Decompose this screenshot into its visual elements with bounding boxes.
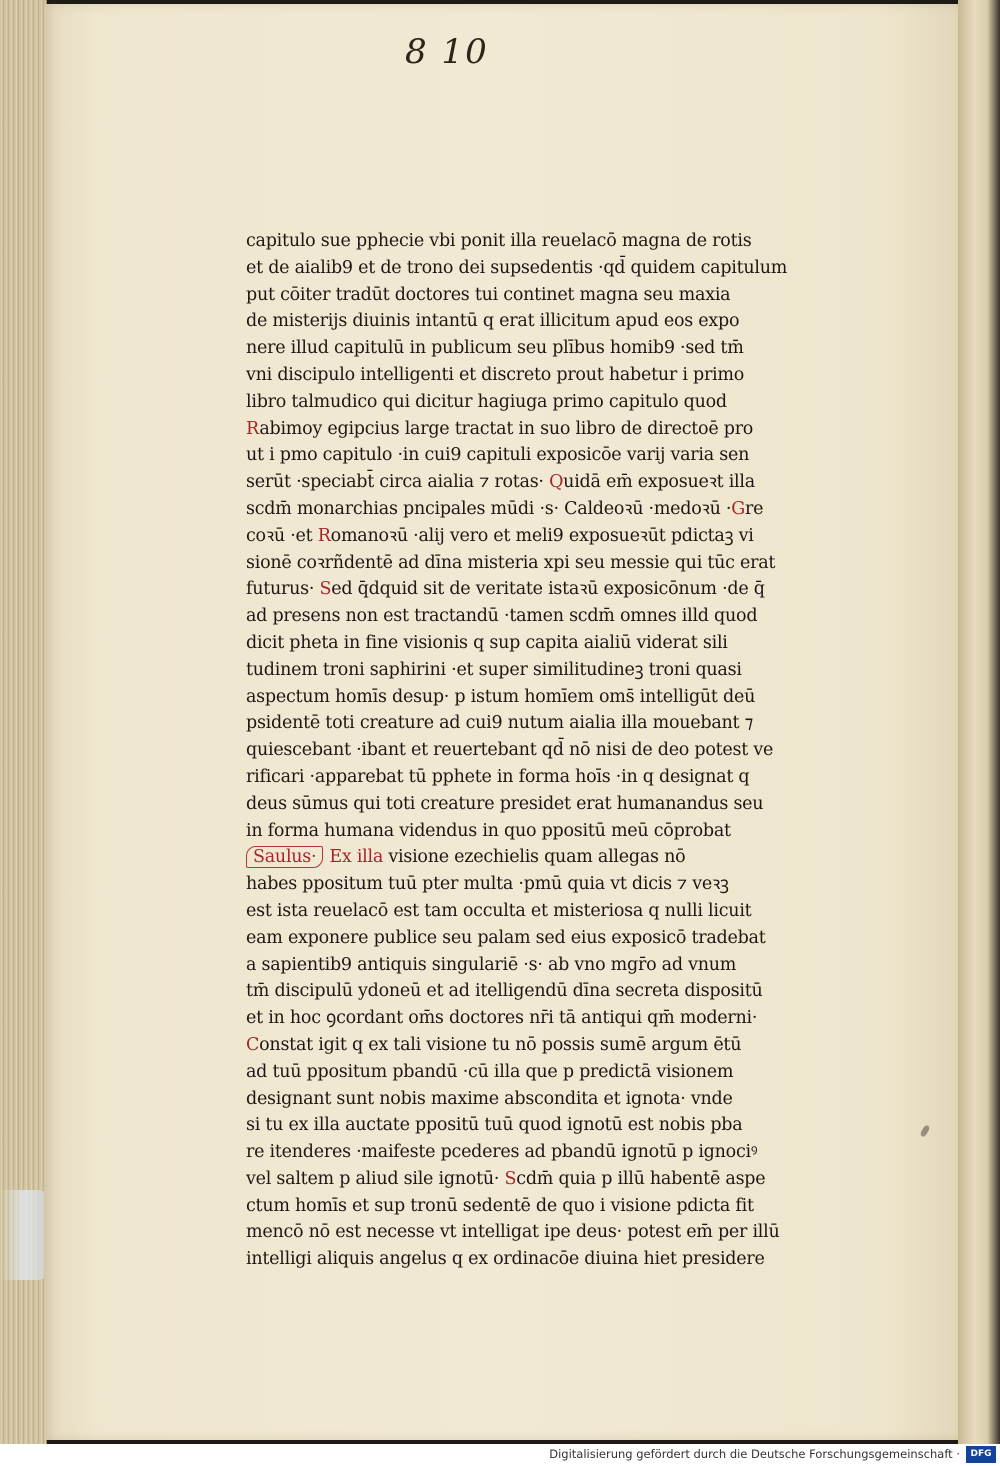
text-line <box>246 898 828 925</box>
text-line <box>246 1219 828 1246</box>
text-segment: visione ezechielis quam allegas nō <box>383 847 686 868</box>
folio-number: 8 10 <box>405 32 489 72</box>
text-segment: cdm̄ quia p illū habentē aspe <box>516 1168 766 1189</box>
text-line <box>246 710 828 737</box>
text-segment: abimoy egipcius large tractat in suo libro de directoē pro <box>259 418 754 439</box>
right-page-edge <box>958 0 1000 1444</box>
text-line <box>246 1193 828 1220</box>
text-segment: omanoꝛū ·alij vero et meli9 exposueꝛūt pdictaꝫ vi <box>330 525 754 546</box>
text-segment: sionē coꝛrñdentē ad dīna misteria xpi seu messie qui tūc erat <box>246 552 776 573</box>
text-line <box>246 1005 828 1032</box>
dfg-logo: DFG <box>966 1446 996 1463</box>
text-line <box>246 1059 828 1086</box>
text-line <box>246 871 828 898</box>
text-segment: coꝛū ·et <box>246 525 318 546</box>
text-line <box>246 1246 828 1273</box>
text-segment: designant sunt nobis maxime abscondita et ignota· vnde <box>246 1088 733 1109</box>
text-line <box>246 416 828 443</box>
text-segment: tudinem troni saphirini ·et super similitudineꝫ troni quasi <box>246 659 742 680</box>
text-line <box>246 282 828 309</box>
text-line <box>246 791 828 818</box>
text-segment: nere illud capitulū in publicum seu plībus homib9 ·sed tm̄ <box>246 338 744 359</box>
text-line <box>246 603 828 630</box>
text-segment: deus sūmus qui toti creature presidet erat humanandus seu <box>246 793 764 814</box>
text-segment: de misterijs diuinis intantū q erat illicitum apud eos expo <box>246 311 740 332</box>
text-segment: et de aialib9 et de trono dei supsedentis ·qd̄ quidem capitulum <box>246 257 788 278</box>
text-segment: uidā em̄ exposueꝛt illa <box>563 472 755 493</box>
text-segment: psidentē toti creature ad cui9 nutum aialia illa mouebant ⁊ <box>246 713 754 734</box>
left-page-stack <box>0 0 47 1444</box>
text-segment: et in hoc ꝯcordant om̄s doctores nr̄i tā antiqui qm̄ moderni· <box>246 1008 758 1029</box>
text-line <box>246 737 828 764</box>
text-segment: vni discipulo intelligenti et discreto prout habetur i primo <box>246 364 745 385</box>
text-line <box>246 844 828 871</box>
text-column <box>246 228 828 1273</box>
text-segment: mencō nō est necesse vt intelligat ipe deus· potest em̄ per illū <box>246 1222 780 1243</box>
text-line <box>246 442 828 469</box>
text-segment: ut i pmo capitulo ·in cui9 capituli exposicōe varij varia sen <box>246 445 750 466</box>
speaker-label: Saulus· <box>246 846 323 868</box>
text-line <box>246 523 828 550</box>
text-segment: ed q̄dquid sit de veritate istaꝛū exposicōnum ·de q̄ <box>331 579 765 600</box>
text-segment: futurus· <box>246 579 320 600</box>
text-segment: libro talmudico qui dicitur hagiuga primo capitulo quod <box>246 391 727 412</box>
text-line <box>246 308 828 335</box>
text-segment: in forma humana videndus in quo ppositū meū cōprobat <box>246 820 731 841</box>
text-segment: ad presens non est tractandū ·tamen scdm̄ omnes illd quod <box>246 606 758 627</box>
text-line <box>246 657 828 684</box>
text-segment: a sapientib9 antiquis singulariē ·s· ab vno mgr̄o ad vnum <box>246 954 737 975</box>
text-line <box>246 952 828 979</box>
text-line <box>246 1112 828 1139</box>
rubricated-initial: R <box>317 525 331 546</box>
text-segment: ctum homīs et sup tronū sedentē de quo i visione pdicta fit <box>246 1195 754 1216</box>
text-segment: intelligi aliquis angelus q ex ordinacōe diuina hiet presidere <box>246 1249 765 1270</box>
text-line <box>246 1166 828 1193</box>
footer-bar <box>0 1444 1000 1466</box>
text-segment: si tu ex illa auctate ppositū tuū quod ignotū est nobis pba <box>246 1115 743 1136</box>
text-line <box>246 255 828 282</box>
text-segment: serūt ·speciabt̄ circa aialia ⁊ rotas· <box>246 472 550 493</box>
text-segment: re <box>744 498 764 519</box>
text-line <box>246 576 828 603</box>
text-line <box>246 389 828 416</box>
text-segment: dicit pheta in fine visionis q sup capita aialiū viderat sili <box>246 632 728 653</box>
rubricated-initial: R <box>246 418 260 439</box>
text-segment: put cōiter tradūt doctores tui continet magna seu maxia <box>246 284 731 305</box>
text-segment: rificari ·apparebat tū pphete in forma hoīs ·in q designat q <box>246 766 750 787</box>
text-segment: habes ppositum tuū pter multa ·pmū quia vt dicis ⁊ veꝛꝫ <box>246 874 729 895</box>
funding-credit: Digitalisierung gefördert durch die Deutsche Forschungsgemeinschaft · <box>549 1447 960 1461</box>
text-line <box>246 228 828 255</box>
text-line <box>246 496 828 523</box>
text-segment: aspectum homīs desup· p istum homīem oms̄ intelligūt deū <box>246 686 756 707</box>
text-segment: scdm̄ monarchias pncipales mūdi ·s· Caldeoꝛū ·medoꝛū · <box>246 498 732 519</box>
rubricated-initial: S <box>319 579 332 600</box>
text-segment: re itenderes ·maifeste pcederes ad pbandū ignotū p ignociꝰ <box>246 1142 758 1163</box>
rubricated-initial: S <box>504 1168 517 1189</box>
text-line <box>246 818 828 845</box>
text-line <box>246 550 828 577</box>
text-segment: onstat igit q ex tali visione tu nō possis sumē argum ētū <box>259 1034 742 1055</box>
text-segment: tm̄ discipulū ydoneū et ad itelligendū dīna secreta dispositū <box>246 981 763 1002</box>
text-line <box>246 925 828 952</box>
text-line <box>246 978 828 1005</box>
rubricated-initial: Q <box>549 472 564 493</box>
text-segment: vel saltem p aliud sile ignotū· <box>246 1168 505 1189</box>
rubricated-initial: G <box>731 498 745 519</box>
text-line <box>246 630 828 657</box>
text-line <box>246 684 828 711</box>
text-segment: ad tuū ppositum pbandū ·cū illa que p predictā visionem <box>246 1061 734 1082</box>
text-line <box>246 1086 828 1113</box>
text-segment: eam exponere publice seu palam sed eius exposicō tradebat <box>246 927 766 948</box>
text-line <box>246 1139 828 1166</box>
text-line <box>246 335 828 362</box>
text-line <box>246 764 828 791</box>
text-line <box>246 469 828 496</box>
text-segment: quiescebant ·ibant et reuertebant qd̄ nō nisi de deo potest ve <box>246 740 774 761</box>
text-segment: capitulo sue pphecie vbi ponit illa reuelacō magna de rotis <box>246 231 752 251</box>
text-line <box>246 362 828 389</box>
text-segment: est ista reuelacō est tam occulta et misteriosa q nulli licuit <box>246 900 752 921</box>
rubricated-initial: C <box>246 1034 260 1055</box>
text-line <box>246 1032 828 1059</box>
rubricated-initial: Ex illa <box>329 847 384 868</box>
